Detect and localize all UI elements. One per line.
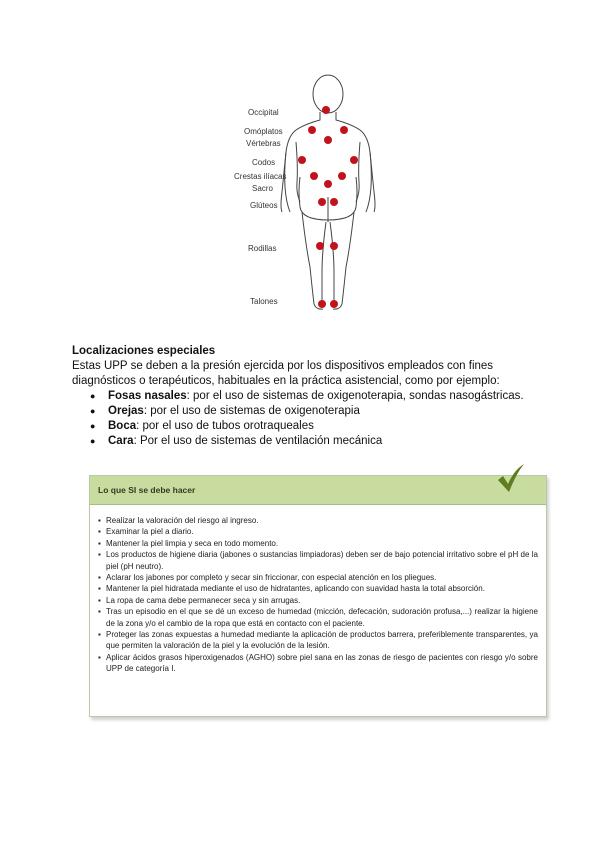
- marker-sacro: [324, 180, 332, 188]
- special-locations-list: [72, 389, 542, 449]
- box-title: Lo que SI se debe hacer: [98, 485, 196, 495]
- list-item: ▪ Tras un episodio en el que se dé un exceso de humedad (micción, defecación, sudoración profusa,...) realizar la higiene de la zona y/o el cambio de la ropa que está en contacto con el paciente.: [98, 606, 538, 629]
- list-item-term: Orejas: [108, 405, 144, 417]
- marker-cresta-right: [338, 172, 346, 180]
- list-item: [108, 434, 542, 449]
- marker-gluteo-right: [330, 198, 338, 206]
- marker-vertebras: [324, 136, 332, 144]
- marker-talon-right: [330, 300, 338, 308]
- list-item: [108, 419, 542, 434]
- label-omoplatos: Omóplatos: [244, 127, 283, 136]
- list-item: ▪ La ropa de cama debe permanecer seca y sin arrugas.: [98, 595, 538, 606]
- special-locations-section: [72, 344, 542, 449]
- label-sacro: Sacro: [252, 184, 273, 193]
- label-vertebras: Vértebras: [246, 139, 281, 148]
- label-talones: Talones: [250, 297, 278, 306]
- section-title: Localizaciones especiales: [72, 345, 216, 357]
- recommendations-box: [89, 475, 547, 717]
- marker-codo-right: [350, 156, 358, 164]
- box-header: [90, 476, 546, 505]
- list-item: ▪ Proteger las zonas expuestas a humedad mediante la aplicación de productos barrera, preferiblemente transparentes, ya que permiten la valoración de la piel y la evolución de la lesión.: [98, 629, 538, 652]
- label-codos: Codos: [252, 158, 276, 167]
- marker-rodilla-right: [330, 242, 338, 250]
- list-item: ▪ Examinar la piel a diario.: [98, 526, 538, 537]
- list-item: ▪ Los productos de higiene diaria (jabones o sustancias limpiadoras) deben ser de bajo potencial irritativo sobre el pH de la piel (pH neutro).: [98, 549, 538, 572]
- list-item-term: Fosas nasales: [108, 390, 187, 402]
- list-item-text: : Por el uso de sistemas de ventilación mecánica: [133, 435, 383, 447]
- label-occipital: Occipital: [248, 108, 279, 117]
- list-item-text: : por el uso de sistemas de oxigenoterapia: [143, 405, 360, 417]
- list-item: ▪ Aclarar los jabones por completo y secar sin friccionar, con especial atención en los pliegues.: [98, 572, 538, 583]
- label-gluteos: Glúteos: [250, 201, 278, 210]
- label-rodillas: Rodillas: [248, 244, 277, 253]
- marker-talon-left: [318, 300, 326, 308]
- recommendations-list: [90, 505, 546, 675]
- list-item: [108, 404, 542, 419]
- list-item: ▪ Mantener la piel hidratada mediante el uso de hidratantes, aplicando con suavidad hasta la total absorción.: [98, 583, 538, 594]
- marker-omoplato-left: [308, 126, 316, 134]
- list-item-term: Cara: [108, 435, 134, 447]
- marker-omoplato-right: [340, 126, 348, 134]
- list-item-text: : por el uso de tubos orotraqueales: [136, 420, 314, 432]
- list-item-term: Boca: [108, 420, 137, 432]
- section-intro: Estas UPP se deben a la presión ejercida por los dispositivos empleados con fines diagnósticos o terapéuticos, habituales en la práctica asistencial, como por ejemplo:: [72, 360, 500, 387]
- list-item: ▪ Realizar la valoración del riesgo al ingreso.: [98, 515, 538, 526]
- list-item: ▪ Mantener la piel limpia y seca en todo momento.: [98, 538, 538, 549]
- list-item: [108, 389, 542, 404]
- marker-gluteo-left: [318, 198, 326, 206]
- marker-codo-left: [298, 156, 306, 164]
- list-item: ▪ Aplicar ácidos grasos hiperoxigenados (AGHO) sobre piel sana en las zonas de riesgo de pacientes con riesgo y/o sobre UPP de categoría I.: [98, 652, 538, 675]
- marker-cresta-left: [310, 172, 318, 180]
- label-crestas-iliacas: Crestas ilíacas: [234, 172, 287, 181]
- checkmark-icon: [496, 462, 526, 496]
- marker-rodilla-left: [316, 242, 324, 250]
- list-item-text: : por el uso de sistemas de oxigenoterapia, sondas nasogástricas.: [186, 390, 524, 402]
- body-pressure-points-figure: [230, 72, 400, 317]
- marker-occipital: [322, 106, 330, 114]
